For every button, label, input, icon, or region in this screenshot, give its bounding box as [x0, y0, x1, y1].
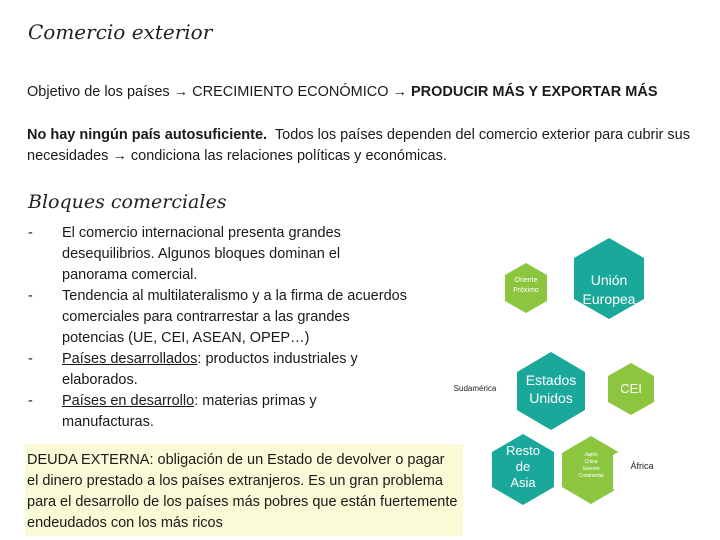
hex-label-oriente-2: Próximo — [513, 287, 539, 294]
hex-label-eeuu-2: Unidos — [529, 390, 573, 406]
hex-africa — [613, 439, 671, 505]
bullet-text: Tendencia al multilateralismo y a la firma de acuerdos comerciales para contrarrestar a las grandes potencias (UE, CEI, ASEAN, OPEP…) — [62, 288, 407, 346]
list-item — [28, 349, 408, 391]
objective-line — [27, 84, 658, 100]
bullet-label: Países desarrollados — [62, 351, 198, 367]
hex-label-sudamerica: Sudamérica — [453, 384, 497, 393]
self-sufficiency-paragraph — [27, 125, 707, 167]
hex-label-resto-2: de — [515, 459, 531, 474]
hex-label-small-4: Continental — [578, 473, 604, 479]
arrow-right-icon: → — [112, 148, 127, 164]
list-item — [28, 391, 408, 433]
bullet-text: : productos industriales y elaborados. — [62, 351, 358, 388]
objective-middle: CRECIMIENTO ECONÓMICO — [192, 84, 389, 100]
hex-label-ue-1: Unión — [590, 272, 628, 288]
hex-label-resto-3: Asia — [510, 475, 536, 490]
arrow-right-icon: → — [392, 84, 407, 100]
bullet-dash: - — [28, 288, 33, 304]
section-subtitle: Bloques comerciales — [28, 191, 227, 213]
objective-prefix: Objetivo de los países — [27, 84, 170, 100]
bullet-text: El comercio internacional presenta grandes desequilibrios. Algunos bloques dominan el panorama comercial. — [62, 225, 341, 283]
bullet-dash: - — [28, 225, 33, 241]
bullet-text: : materias primas y manufacturas. — [62, 393, 317, 430]
hex-label-eeuu-1: Estados — [525, 372, 577, 388]
bullet-dash: - — [28, 351, 33, 367]
objective-end: PRODUCIR MÁS Y EXPORTAR MÁS — [410, 84, 658, 100]
trade-blocs-diagram — [440, 225, 710, 515]
self-sufficiency-bold: No hay ningún país autosuficiente. — [27, 127, 268, 143]
arrow-right-icon: → — [173, 84, 189, 100]
self-sufficiency-end: condiciona las relaciones políticas y económicas. — [130, 148, 447, 164]
bullet-list — [28, 223, 408, 433]
bullet-dash: - — [28, 393, 33, 409]
hex-label-ue-2: Europea — [582, 291, 636, 307]
list-item — [28, 223, 408, 286]
hex-label-africa: África — [630, 461, 654, 471]
hex-label-resto-1: Resto — [506, 443, 540, 458]
page-title: Comercio exterior — [28, 20, 213, 44]
hex-label-oriente: Oriente — [514, 277, 538, 284]
self-sufficiency-text: Todos los países dependen del comercio exterior para cubrir sus necesidades — [27, 127, 690, 164]
hex-label-small-2: China — [584, 459, 598, 465]
hex-label-small-1: Japón — [584, 452, 598, 458]
external-debt-box: DEUDA EXTERNA: obligación de un Estado de devolver o pagar el dinero prestado a los países extranjeros. Es un gran problema para el desarrollo de los países más pobres que están fuertemente endeudados con los más ricos — [25, 444, 463, 536]
list-item — [28, 286, 408, 349]
bullet-label: Países en desarrollo — [62, 393, 195, 409]
hex-label-cei: CEI — [620, 381, 642, 396]
hex-label-small-3: Sureste — [582, 466, 600, 472]
